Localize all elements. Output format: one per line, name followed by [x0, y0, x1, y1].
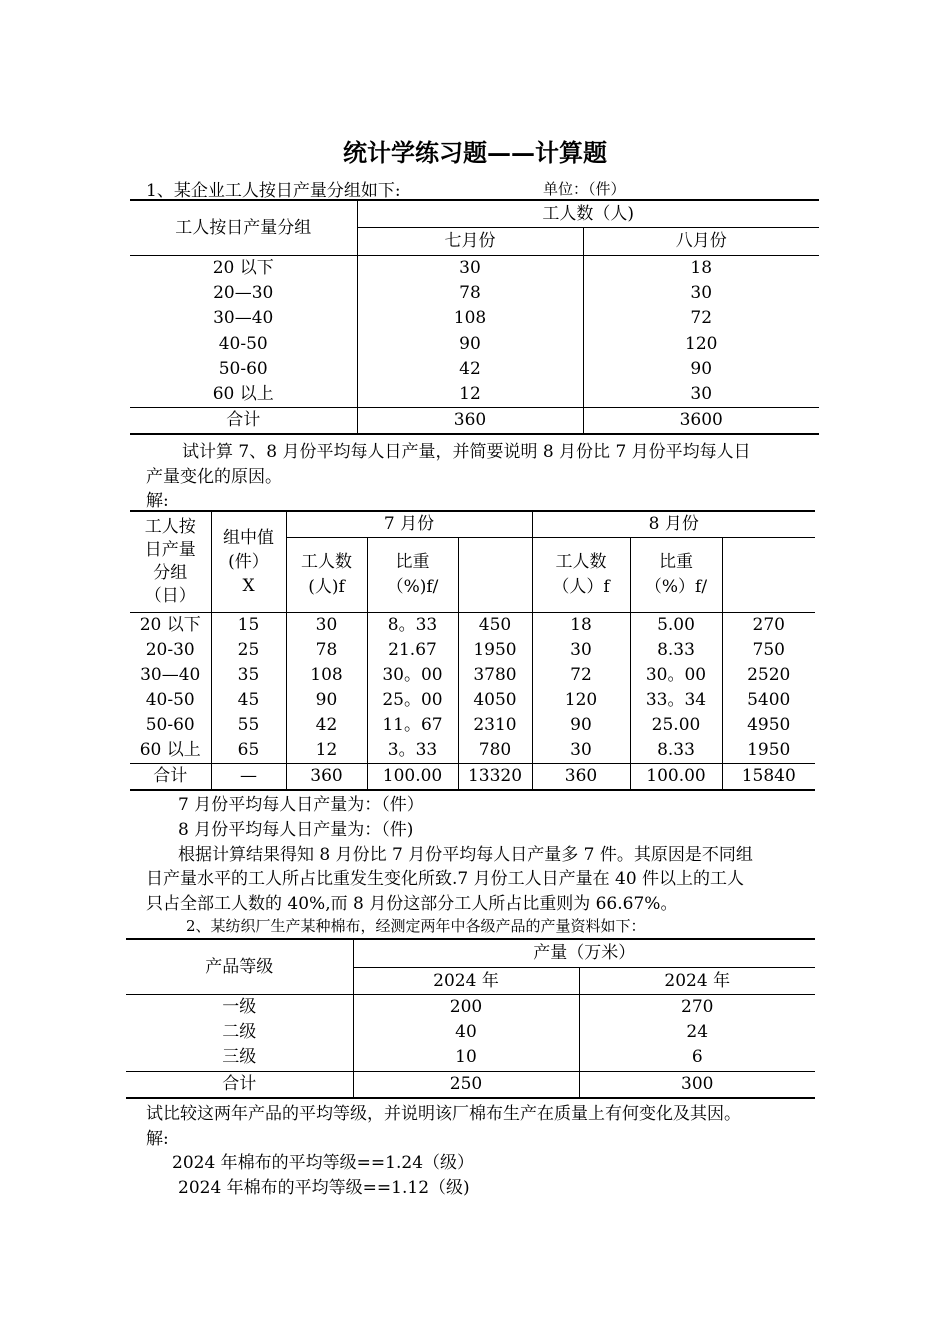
q1r-row	[130, 256, 819, 282]
q1-avg-aug: 8 月份平均每人日产量为：（件)	[178, 820, 414, 840]
q2r-cell: 10	[353, 1045, 579, 1071]
q1-conclusion-line1: 根据计算结果得知 8 月份比 7 月份平均每人日产量多 7 件。其原因是不同组	[178, 845, 753, 865]
sol-product-aug-header	[722, 538, 815, 613]
q2r-row	[126, 995, 815, 1021]
solr-row	[130, 738, 815, 764]
solr-cell: 30	[532, 738, 630, 764]
solr-cell: 25.00	[630, 713, 722, 738]
q2r-cell: 24	[579, 1020, 815, 1045]
q2r-cell: 200	[353, 995, 579, 1021]
q1r-cell: 60 以上	[212, 384, 274, 405]
q1r-cell: 30—40	[213, 308, 274, 329]
solr-cell: 25。00	[367, 688, 458, 713]
solr-row	[130, 764, 815, 791]
solr-cell: 20 以下	[139, 615, 201, 635]
solr-cell: 100.00	[367, 764, 458, 791]
solr-cell: 360	[286, 764, 367, 791]
q2r-cell: 合计	[222, 1073, 257, 1094]
sol-mid-header: 组中值 (件） X	[211, 511, 286, 613]
q1r-cell: 72	[583, 306, 819, 331]
solr-cell: 1950	[458, 638, 532, 663]
solr-cell: 30—40	[140, 665, 201, 685]
solr-row	[130, 663, 815, 688]
solr-cell: 108	[286, 663, 367, 688]
q2r-cell: 300	[579, 1071, 815, 1098]
sol-group-header: 工人按 日产量 分组 （日）	[130, 511, 211, 613]
q1r-cell: 30	[583, 281, 819, 306]
q1r-cell: 90	[583, 357, 819, 382]
q1-conclusion-line3: 只占全部工人数的 40%,而 8 月份这部分工人所占比重则为 66.67%。	[146, 894, 678, 914]
solr-cell: 50-60	[145, 715, 195, 735]
solr-cell: 35	[211, 663, 286, 688]
q1r-cell: 40-50	[218, 333, 268, 354]
q1r-row	[130, 306, 819, 331]
q1r-cell: 20—30	[213, 283, 274, 304]
solr-cell: 12	[286, 738, 367, 764]
solr-cell: 2310	[458, 713, 532, 738]
solr-cell: 2520	[722, 663, 815, 688]
q1-workers-header: 工人数（人)	[357, 200, 819, 228]
q2r-row	[126, 1071, 815, 1098]
q1r-cell: 30	[357, 256, 583, 282]
sol-jul-header: 7 月份	[286, 511, 532, 538]
q2-grade-header: 产品等级	[126, 939, 353, 995]
solr-cell: 8.33	[630, 738, 722, 764]
solr-cell: 780	[458, 738, 532, 764]
solr-cell: 15840	[722, 764, 815, 791]
q1r-row	[130, 382, 819, 408]
q2r-row	[126, 1045, 815, 1071]
solr-cell: 360	[532, 764, 630, 791]
sol-aug-header: 8 月份	[532, 511, 815, 538]
q1-unit: 单位：（件）	[543, 180, 626, 198]
solr-cell: 100.00	[630, 764, 722, 791]
q2r-cell: 270	[579, 995, 815, 1021]
solr-cell: 30	[286, 613, 367, 639]
q1-table	[130, 199, 819, 435]
q1r-cell: 120	[583, 332, 819, 357]
q1-question-line2: 产量变化的原因。	[146, 467, 282, 487]
sol-workers-aug-header: 工人数 （人）f	[532, 538, 630, 613]
sol-product-jul-header	[458, 538, 532, 613]
solr-cell: 21.67	[367, 638, 458, 663]
solr-cell: 18	[532, 613, 630, 639]
solr-cell: 55	[211, 713, 286, 738]
q1r-row	[130, 408, 819, 435]
q1r-row	[130, 357, 819, 382]
q2r-cell: 40	[353, 1020, 579, 1045]
q2-heading: 2、某纺织厂生产某种棉布，经测定两年中各级产品的产量资料如下：	[186, 917, 646, 935]
q1r-cell: 90	[357, 332, 583, 357]
q2r-cell: 一级	[222, 997, 257, 1018]
q1-question-line1: 试计算 7、8 月份平均每人日产量，并简要说明 8 月份比 7 月份平均每人日	[182, 442, 751, 462]
q1r-row	[130, 332, 819, 357]
solr-cell: 15	[211, 613, 286, 639]
solr-cell: 90	[286, 688, 367, 713]
solr-cell: 1950	[722, 738, 815, 764]
solr-cell: 30。00	[367, 663, 458, 688]
solr-cell: 90	[532, 713, 630, 738]
solr-cell: 11。67	[367, 713, 458, 738]
solr-row	[130, 638, 815, 663]
solr-cell: 4050	[458, 688, 532, 713]
q1-solution-label: 解:	[146, 491, 169, 511]
q1r-cell: 合计	[226, 410, 261, 431]
q1-solution-table	[130, 510, 815, 791]
q1r-cell: 42	[357, 357, 583, 382]
solr-cell: 30	[532, 638, 630, 663]
q1-aug-header: 八月份	[583, 228, 819, 256]
q1r-cell: 3600	[583, 408, 819, 435]
solr-row	[130, 613, 815, 639]
solr-row	[130, 688, 815, 713]
page-title: 统计学练习题——计算题	[343, 138, 607, 167]
solr-cell: 3。33	[367, 738, 458, 764]
solr-cell: 120	[532, 688, 630, 713]
solr-cell: 78	[286, 638, 367, 663]
q1-heading: 1、某企业工人按日产量分组如下:	[146, 181, 401, 201]
solr-cell: 33。34	[630, 688, 722, 713]
sol-share-aug-header: 比重 （%）f/	[630, 538, 722, 613]
solr-cell: 42	[286, 713, 367, 738]
solr-cell: 40-50	[145, 690, 195, 710]
solr-cell: 25	[211, 638, 286, 663]
q2-answer-1: 2024 年棉布的平均等级==1.24（级）	[172, 1153, 475, 1173]
q1r-cell: 20 以下	[212, 258, 274, 279]
solr-cell: 3780	[458, 663, 532, 688]
sol-workers-jul-header: 工人数 (人)f	[286, 538, 367, 613]
q1r-cell: 50-60	[218, 358, 268, 379]
solr-cell: 8.33	[630, 638, 722, 663]
q2r-row	[126, 1020, 815, 1045]
q2r-cell: 250	[353, 1071, 579, 1098]
q1-avg-jul: 7 月份平均每人日产量为：（件）	[178, 795, 424, 815]
solr-cell: 13320	[458, 764, 532, 791]
q2-table	[126, 938, 815, 1099]
solr-cell: —	[211, 764, 286, 791]
q2r-cell: 二级	[222, 1022, 257, 1043]
solr-cell: 45	[211, 688, 286, 713]
q1r-row	[130, 281, 819, 306]
solr-row	[130, 713, 815, 738]
q1r-cell: 30	[583, 382, 819, 408]
solr-cell: 5.00	[630, 613, 722, 639]
q1-group-header: 工人按日产量分组	[130, 200, 357, 256]
solr-cell: 60 以上	[139, 740, 201, 760]
q1r-cell: 12	[357, 382, 583, 408]
solr-cell: 20-30	[145, 640, 195, 660]
q2-year1-header: 2024 年	[353, 968, 579, 995]
solr-cell: 65	[211, 738, 286, 764]
solr-cell: 750	[722, 638, 815, 663]
q2-question: 试比较这两年产品的平均等级，并说明该厂棉布生产在质量上有何变化及其因。	[146, 1104, 741, 1124]
q2-solution-label: 解:	[146, 1129, 169, 1149]
q2-answer-2: 2024 年棉布的平均等级==1.12（级)	[178, 1178, 470, 1198]
q2r-cell: 6	[579, 1045, 815, 1071]
solr-cell: 270	[722, 613, 815, 639]
solr-cell: 8。33	[367, 613, 458, 639]
q2r-cell: 三级	[222, 1047, 257, 1068]
sol-share-jul-header: 比重 （%)f/	[367, 538, 458, 613]
solr-cell: 30。00	[630, 663, 722, 688]
solr-cell: 4950	[722, 713, 815, 738]
solr-cell: 72	[532, 663, 630, 688]
solr-cell: 5400	[722, 688, 815, 713]
q1r-cell: 360	[357, 408, 583, 435]
q1-conclusion-line2: 日产量水平的工人所占比重发生变化所致.7 月份工人日产量在 40 件以上的工人	[146, 869, 745, 889]
q1r-cell: 108	[357, 306, 583, 331]
solr-cell: 合计	[153, 766, 188, 786]
q2-year2-header: 2024 年	[579, 968, 815, 995]
q1r-cell: 18	[583, 256, 819, 282]
solr-cell: 450	[458, 613, 532, 639]
q1-jul-header: 七月份	[357, 228, 583, 256]
q2-output-header: 产量（万米）	[353, 939, 815, 968]
q1r-cell: 78	[357, 281, 583, 306]
